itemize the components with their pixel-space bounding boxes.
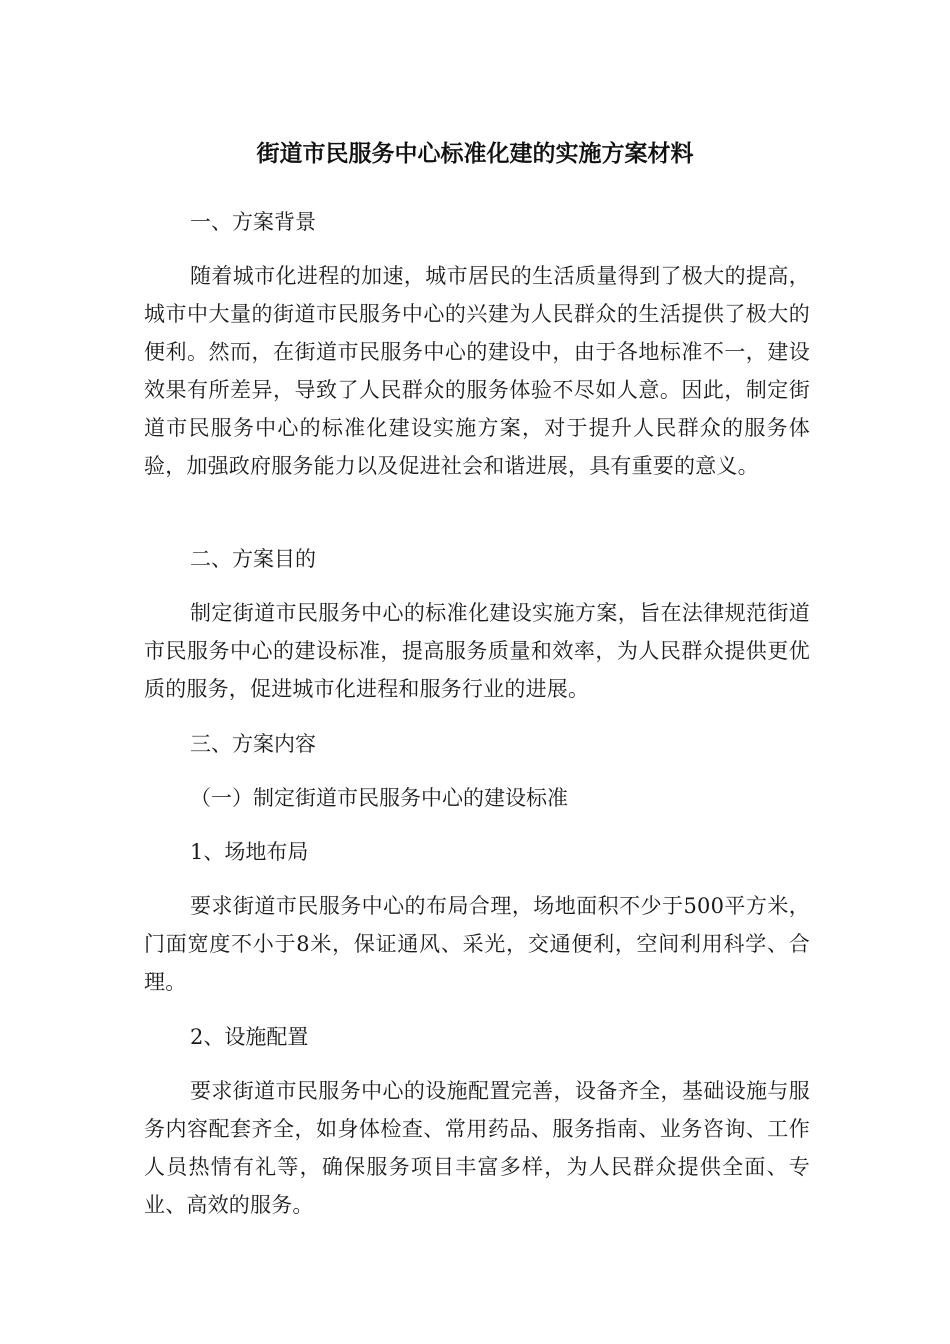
paragraph-facilities: 要求街道市民服务中心的设施配置完善，设备齐全，基础设施与服务内容配套齐全，如身体检查、常用药品、服务指南、业务咨询、工作人员热情有礼等，确保服务项目丰富多样，为人民群众提供全面、专业、高效的服务。 [144,1079,810,1217]
item-heading-facilities: 2、设施配置 [190,1025,309,1049]
subsection-heading-standards: （一）制定街道市民服务中心的建设标准 [190,786,568,810]
section-heading-purpose: 二、方案目的 [190,547,316,571]
document-title: 街道市民服务中心标准化建的实施方案材料 [256,141,694,167]
paragraph-background: 随着城市化进程的加速，城市居民的生活质量得到了极大的提高，城市中大量的街道市民服务中心的兴建为人民群众的生活提供了极大的便利。然而，在街道市民服务中心的建设中，由于各地标准不一，建设效果有所差异，导致了人民群众的服务体验不尽如人意。因此，制定街道市民服务中心的标准化建设实施方案，对于提升人民群众的服务体验，加强政府服务能力以及促进社会和谐进展，具有重要的意义。 [144,264,810,478]
section-heading-background: 一、方案背景 [190,210,316,234]
paragraph-purpose: 制定街道市民服务中心的标准化建设实施方案，旨在法律规范街道市民服务中心的建设标准，提高服务质量和效率，为人民群众提供更优质的服务，促进城市化进程和服务行业的进展。 [144,601,810,701]
paragraph-site-layout: 要求街道市民服务中心的布局合理，场地面积不少于500平方米，门面宽度不小于8米，保证通风、采光，交通便利，空间利用科学、合理。 [144,894,810,994]
section-heading-content: 三、方案内容 [190,732,316,756]
item-heading-site-layout: 1、场地布局 [190,840,309,864]
